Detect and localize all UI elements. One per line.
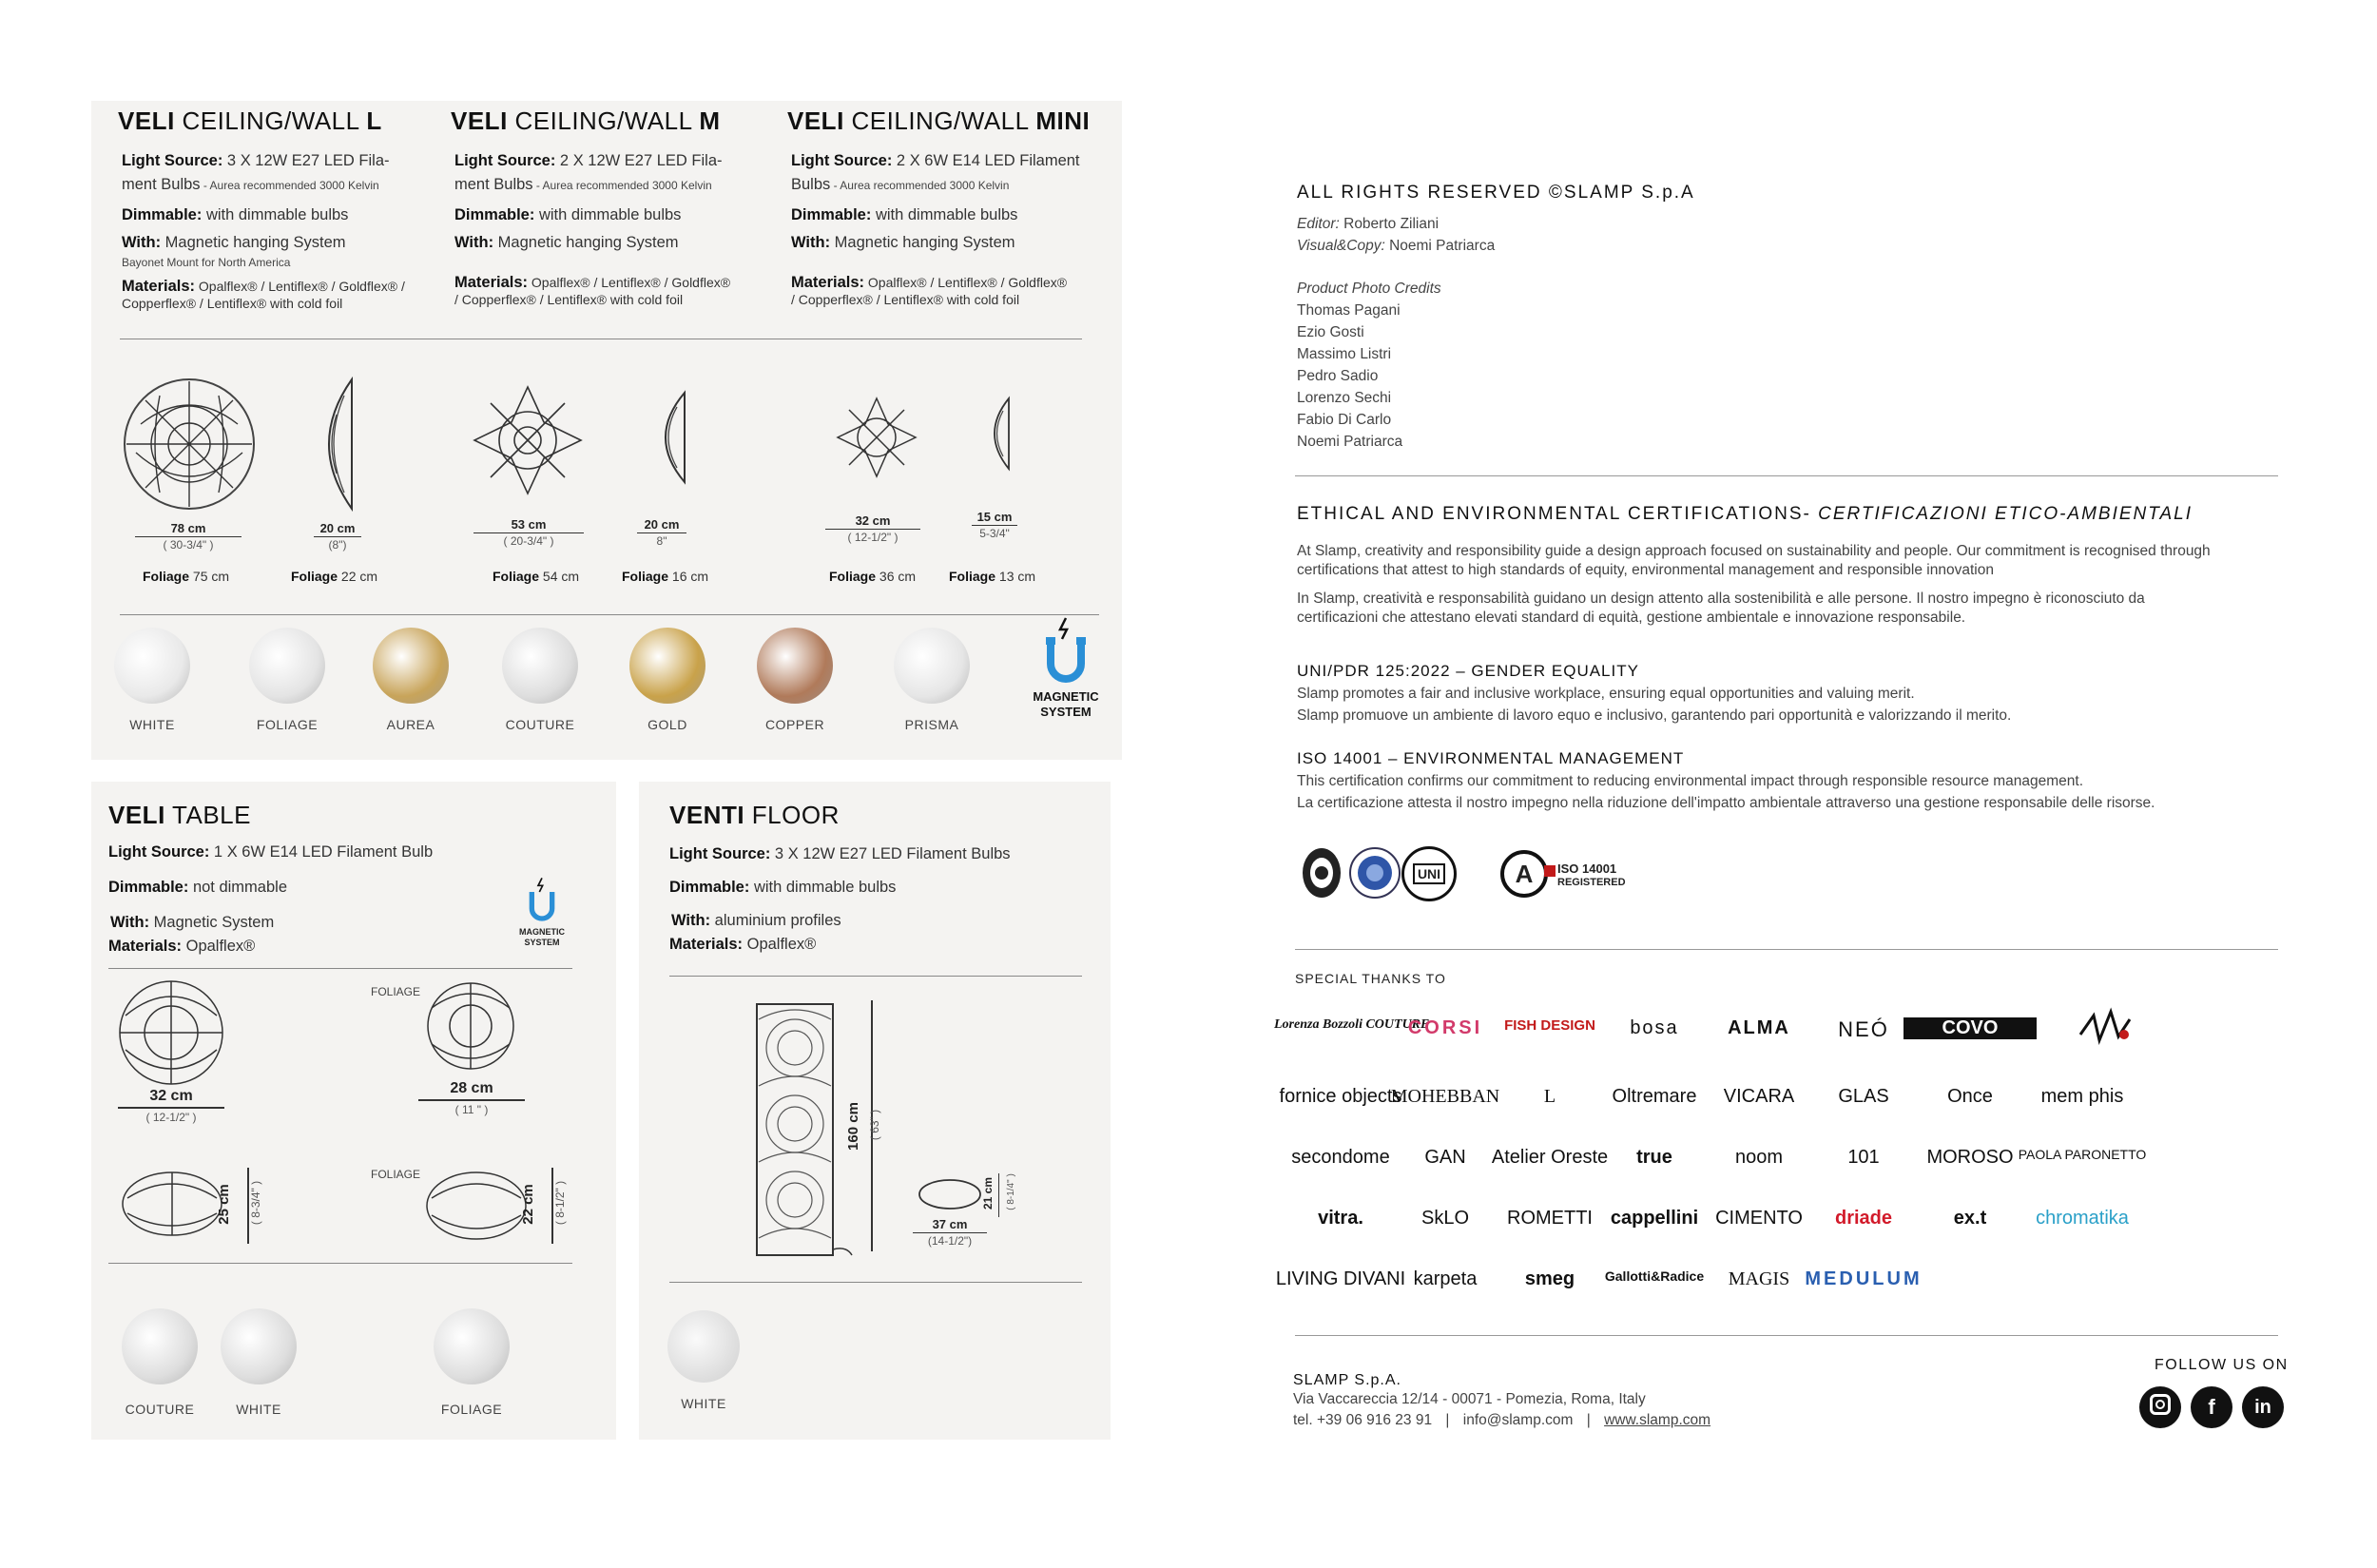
veli-table-foliage-drawing-1 <box>424 979 517 1073</box>
magnetic-line1: MAGNETIC <box>1033 689 1099 704</box>
brand-logo: karpeta <box>1413 1268 1478 1289</box>
finish-label-gold: GOLD <box>647 717 687 732</box>
venti-floor-drawing <box>751 1000 856 1261</box>
rights-copy: Visual&Copy: Noemi Patriarca <box>1297 238 1496 254</box>
brand-logo: fornice objects <box>1279 1086 1402 1107</box>
brand-logo: cappellini <box>1610 1208 1699 1229</box>
credit-name: Fabio Di Carlo <box>1297 412 1392 428</box>
table-height-2: 22 cm ( 8-1/2" ) <box>532 1168 570 1244</box>
finish-swatch-couture <box>502 628 578 704</box>
brand-logo: Lorenza Bozzoli COUTURE <box>1274 1017 1430 1032</box>
ceiling-foliage-width-0: Foliage 75 cm <box>143 569 230 584</box>
ethics-title: ETHICAL AND ENVIRONMENTAL CERTIFICATIONS- CERTIFICAZIONI ETICO-AMBIENTALI <box>1297 504 2193 524</box>
table-foliage-label-1: FOLIAGE <box>371 985 421 998</box>
floor-width-dim: 37 cm (14-1/2") <box>911 1217 989 1248</box>
iso-text: This certification confirms our commitment to reducing environmental impact through responsible resource management. La certificazione attesta il nostro impegno nella riduzione dell'impatto ambientale attraverso una gestione responsabile delle risorse. <box>1297 773 2155 811</box>
iso-title: ISO 14001 – ENVIRONMENTAL MANAGEMENT <box>1297 749 1685 767</box>
iso-badge-sub: REGISTERED <box>1557 877 1626 888</box>
veli-mini-front-drawing <box>835 396 918 479</box>
table-magnetic-line2: SYSTEM <box>524 938 560 947</box>
ceiling-depth-dim-2: 15 cm 5-3/4" <box>970 510 1019 540</box>
table-title: VELI TABLE <box>108 801 251 829</box>
brand-logo: 101 <box>1847 1147 1880 1168</box>
footer-website-link[interactable]: www.slamp.com <box>1604 1412 1711 1428</box>
brand-logo: ex.t <box>1953 1208 1987 1229</box>
ceiling-column-0 <box>118 106 432 312</box>
finish-label-couture: COUTURE <box>505 717 575 732</box>
brand-logo: driade <box>1834 1208 1893 1229</box>
table-swatch-couture <box>122 1308 198 1384</box>
finish-label-white: WHITE <box>129 717 175 732</box>
brand-logo: MOHEBBAN <box>1390 1086 1500 1107</box>
ceiling-column-1 <box>451 106 764 308</box>
cert-badge-2-icon <box>1348 846 1401 900</box>
magnetic-system-badge <box>1014 616 1118 720</box>
veli-mini-side-drawing <box>985 396 1012 472</box>
brand-logo: noom <box>1734 1147 1784 1168</box>
brand-logo: MEDULUM <box>1805 1268 1923 1289</box>
ceiling-width-dim-1: 53 cm ( 20-3/4" ) <box>472 517 586 548</box>
floor-divider-top <box>669 976 1082 977</box>
veli-m-front-drawing <box>472 384 584 496</box>
uni-badge-text: UNI <box>1413 863 1445 884</box>
brand-logo: Oltremare <box>1612 1086 1697 1107</box>
veli-l-side-drawing <box>314 377 356 512</box>
brand-logo: ROMETTI <box>1507 1208 1593 1229</box>
floor-white-swatch <box>667 1310 740 1383</box>
table-specs: Light Source: 1 X 6W E14 LED Filament Bulb Dimmable: not dimmable With: Magnetic System Materials: Opalflex® <box>108 843 434 955</box>
credit-name: Pedro Sadio <box>1297 368 1379 384</box>
finish-label-prisma: PRISMA <box>904 717 959 732</box>
brand-logo: GAN <box>1424 1147 1466 1168</box>
credits-title: Product Photo Credits <box>1297 281 1441 297</box>
brand-logo: smeg <box>1524 1268 1575 1289</box>
ceiling-divider-bottom <box>120 614 1099 615</box>
floor-specs: Light Source: 3 X 12W E27 LED Filament Bulbs Dimmable: with dimmable bulbs With: aluminium profiles Materials: Opalflex® <box>669 845 1011 953</box>
cert-badge-iso <box>1500 850 1624 898</box>
ceiling-specs-2: Light Source: 2 X 6W E14 LED Filament Bulbs - Aurea recommended 3000 Kelvin Dimmable: with dimmable bulbs With: Magnetic hanging System Materials: Opalflex® / Lentiflex® / Goldflex® / Copperflex® / Lentiflex® with cold foil <box>791 152 1080 307</box>
ceiling-specs-0: Light Source: 3 X 12W E27 LED Fila- ment Bulbs - Aurea recommended 3000 Kelvin Dimmable: with dimmable bulbs With: Magnetic hanging System Bayonet Mount for North America Materials: Opalflex® / Lentiflex® / Goldflex® / Copperflex® / Lentiflex® with cold foil <box>122 152 405 311</box>
brand-logo: mem phis <box>2040 1086 2124 1107</box>
floor-title: VENTI FLOOR <box>669 801 840 829</box>
finish-swatch-copper <box>757 628 833 704</box>
table-swatch-label-foliage: FOLIAGE <box>440 1402 503 1417</box>
magnet-icon <box>1037 616 1094 685</box>
venti-floor-top-drawing <box>917 1177 983 1211</box>
table-foliage-label-2: FOLIAGE <box>371 1168 421 1181</box>
brand-logo-graphic <box>2077 1006 2134 1048</box>
ceiling-title-1: VELI CEILING/WALL M <box>451 106 721 135</box>
brand-logo: VICARA <box>1723 1086 1795 1107</box>
footer-contact: tel. +39 06 916 23 91 | info@slamp.com | www.slamp.com <box>1293 1412 1711 1428</box>
ethics-paragraph-it: In Slamp, creatività e responsabilità guidano un design attento alla sostenibilità e alle persone. Il nostro impegno è riconosciuto da certificazioni che attestano elevati standard di equità, gestione ambientale e innovazione responsabile. <box>1297 590 2145 626</box>
finish-swatch-gold <box>629 628 705 704</box>
magnet-icon-small <box>523 877 561 922</box>
ceiling-foliage-width-2: Foliage 36 cm <box>829 569 917 584</box>
table-magnetic-badge <box>513 877 570 948</box>
cert-badge-1-icon <box>1301 846 1343 900</box>
brand-logo: chromatika <box>2036 1208 2129 1229</box>
ceiling-specs-1: Light Source: 2 X 12W E27 LED Fila- ment Bulbs - Aurea recommended 3000 Kelvin Dimmable: with dimmable bulbs With: Magnetic hanging System Materials: Opalflex® / Lentiflex® / Goldflex® / Copperflex® / Lentiflex® with cold foil <box>454 152 731 307</box>
ceiling-title-2: VELI CEILING/WALL MINI <box>787 106 1091 135</box>
brand-logo: Gallotti&Radice <box>1604 1268 1705 1284</box>
credit-name: Massimo Listri <box>1297 346 1392 362</box>
table-magnetic-line1: MAGNETIC <box>519 927 565 937</box>
brand-logo: CIMENTO <box>1715 1208 1803 1229</box>
iso-a-icon: A <box>1500 850 1548 898</box>
brand-logo: L <box>1543 1086 1556 1107</box>
uni-title: UNI/PDR 125:2022 – GENDER EQUALITY <box>1297 662 1639 680</box>
table-swatch-label-couture: COUTURE <box>125 1402 195 1417</box>
rights-title: ALL RIGHTS RESERVED ©SLAMP S.p.A <box>1297 183 1695 203</box>
footer-email[interactable]: info@slamp.com <box>1462 1412 1574 1428</box>
brand-logo: Once <box>1947 1086 1993 1107</box>
floor-white-label: WHITE <box>681 1396 726 1411</box>
floor-depth-dim: 21 cm ( 8-1/4" ) <box>985 1173 1023 1217</box>
brand-logo: MOROSO <box>1926 1147 2014 1168</box>
finish-swatch-aurea <box>373 628 449 704</box>
ethics-paragraph-en: At Slamp, creativity and responsibility guide a design approach focused on sustainability and people. Our commitment is recognised through certifications that attest to high standards of equity, environmental management and responsible innovation <box>1297 543 2211 578</box>
magnetic-line2: SYSTEM <box>1040 705 1092 719</box>
ceiling-foliage-depth-1: Foliage 16 cm <box>622 569 709 584</box>
ceiling-title-0: VELI CEILING/WALL L <box>118 106 382 135</box>
table-swatch-white <box>221 1308 297 1384</box>
veli-m-side-drawing <box>652 390 688 485</box>
veli-l-front-drawing <box>122 377 257 512</box>
rights-divider <box>1295 475 2278 476</box>
rights-editor: Editor: Roberto Ziliani <box>1297 216 1440 232</box>
cert-badge-uni <box>1401 846 1457 901</box>
facebook-icon[interactable]: f <box>2191 1386 2232 1428</box>
finish-swatch-white <box>114 628 190 704</box>
table-width-1: 32 cm ( 12-1/2" ) <box>114 1088 228 1124</box>
footer-phone: tel. +39 06 916 23 91 <box>1293 1412 1433 1428</box>
ceiling-foliage-depth-2: Foliage 13 cm <box>949 569 1036 584</box>
veli-table-drawing-2 <box>120 1170 224 1238</box>
follow-us-label: FOLLOW US ON <box>2155 1357 2289 1373</box>
veli-table-foliage-drawing-2 <box>424 1170 529 1242</box>
instagram-icon[interactable] <box>2139 1386 2181 1428</box>
ceiling-column-2 <box>787 106 1101 308</box>
credit-name: Thomas Pagani <box>1297 302 1401 319</box>
brand-logo: CORSI <box>1407 1017 1483 1038</box>
brand-logo: bosa <box>1630 1017 1679 1038</box>
table-divider-top <box>108 968 572 969</box>
table-swatch-label-white: WHITE <box>236 1402 281 1417</box>
thanks-title: SPECIAL THANKS TO <box>1295 971 1446 986</box>
ceiling-depth-dim-1: 20 cm 8" <box>635 517 688 548</box>
ceiling-depth-dim-0: 20 cm (8") <box>312 521 363 552</box>
brand-logo: GLAS <box>1838 1086 1889 1107</box>
brand-logo: SkLO <box>1420 1208 1470 1229</box>
floor-height-dim: 160 cm ( 63" ) <box>856 1000 913 1251</box>
brand-logo: COVO <box>1904 1017 2037 1039</box>
finish-label-copper: COPPER <box>764 717 825 732</box>
credits-list <box>1297 300 1402 453</box>
iso-badge-text: ISO 14001 <box>1557 861 1617 876</box>
veli-table-drawing-1 <box>116 978 226 1088</box>
brand-logo: NEÓ <box>1838 1017 1889 1041</box>
finish-swatch-foliage <box>249 628 325 704</box>
footer-address: Via Vaccareccia 12/14 - 00071 - Pomezia, Roma, Italy <box>1293 1391 1646 1407</box>
thanks-divider <box>1295 1335 2278 1336</box>
brand-logo: PAOLA PARONETTO <box>2018 1147 2147 1162</box>
brand-logo: secondome <box>1291 1147 1390 1168</box>
finish-label-foliage: FOLIAGE <box>256 717 319 732</box>
table-swatch-foliage <box>434 1308 510 1384</box>
credit-name: Ezio Gosti <box>1297 324 1364 340</box>
credit-name: Noemi Patriarca <box>1297 434 1403 450</box>
ceiling-foliage-depth-0: Foliage 22 cm <box>291 569 378 584</box>
brand-logo: true <box>1636 1147 1672 1168</box>
ceiling-foliage-width-1: Foliage 54 cm <box>493 569 580 584</box>
floor-divider-bottom <box>669 1282 1082 1283</box>
ceiling-width-dim-0: 78 cm ( 30-3/4" ) <box>133 521 243 552</box>
table-height-1: 25 cm ( 8-3/4" ) <box>228 1168 266 1244</box>
credit-name: Lorenzo Sechi <box>1297 390 1392 406</box>
brand-logo: MAGIS <box>1728 1268 1790 1289</box>
cert-divider <box>1295 949 2278 950</box>
footer-company: SLAMP S.p.A. <box>1293 1372 1401 1388</box>
table-divider-bottom <box>108 1263 572 1264</box>
linkedin-icon[interactable]: in <box>2242 1386 2284 1428</box>
brand-logo: Atelier Oreste <box>1491 1147 1609 1168</box>
ceiling-width-dim-2: 32 cm ( 12-1/2" ) <box>823 513 922 544</box>
uni-text: Slamp promotes a fair and inclusive workplace, ensuring equal opportunities and valuing merit. Slamp promuove un ambiente di lavoro equo e inclusivo, garantendo pari opportunità e valorizzando il merito. <box>1297 686 2012 724</box>
finish-swatch-prisma <box>894 628 970 704</box>
brand-logo: LIVING DIVANI <box>1275 1268 1406 1289</box>
finish-label-aurea: AUREA <box>386 717 435 732</box>
brand-logo: vitra. <box>1318 1208 1363 1229</box>
table-width-2: 28 cm ( 11 " ) <box>415 1080 529 1116</box>
brand-logo: FISH DESIGN <box>1504 1017 1595 1034</box>
brand-logo: ALMA <box>1728 1017 1790 1038</box>
